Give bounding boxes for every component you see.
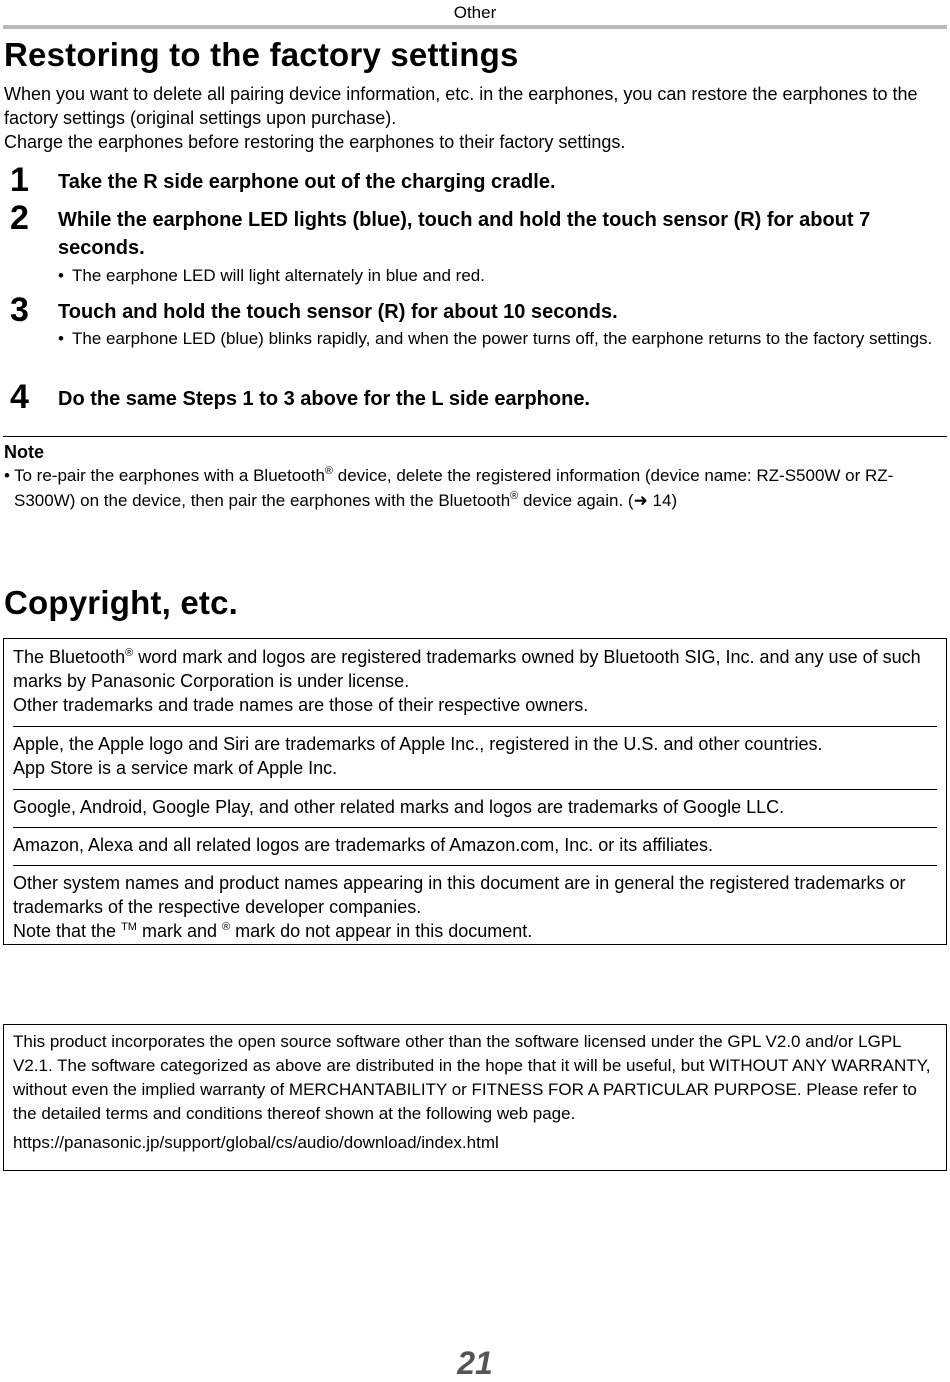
step-2-number: 2 [10, 199, 29, 237]
note-text-2: device, delete the registered information (device name: RZ-S500W or RZ-S300W) on the device, then pair the earphones with the Bluetooth [14, 466, 894, 510]
restore-intro-1: When you want to delete all pairing device information, etc. in the earphones, you can restore the earphones to the factory settings (original settings upon purchase). [4, 84, 918, 128]
amazon-trademark: Amazon, Alexa and all related logos are trademarks of Amazon.com, Inc. or its affiliates. [13, 835, 714, 855]
registered-mark: ® [324, 465, 334, 477]
note-text-3: device again. ( [518, 491, 634, 510]
bluetooth-text-2: word mark and logos are registered trademarks owned by Bluetooth SIG, Inc. and any use of such marks by Panasonic Corporation is under license. [13, 647, 921, 691]
bluetooth-text-1: The Bluetooth [13, 647, 126, 667]
note-heading: Note [4, 442, 44, 462]
step-3-bullet [58, 327, 938, 351]
apple-text-2: App Store is a service mark of Apple Inc. [13, 758, 338, 778]
step-2-text: While the earphone LED lights (blue), touch and hold the touch sensor (R) for about 7 seconds. [58, 209, 871, 259]
step-1-number: 1 [10, 161, 29, 199]
note-text-1: To re-pair the earphones with a Bluetooth [14, 466, 325, 485]
google-trademark: Google, Android, Google Play, and other related marks and logos are trademarks of Google LLC. [13, 797, 785, 817]
step-4-text: Do the same Steps 1 to 3 above for the L side earphone. [58, 388, 590, 410]
step-2-bullet [58, 264, 938, 288]
tm-note-c: mark do not appear in this document. [230, 921, 533, 941]
system-names-notice [4, 866, 946, 943]
tm-note-b: mark and [136, 921, 223, 941]
page-number: 21 [457, 1345, 493, 1381]
step-3-text: Touch and hold the touch sensor (R) for about 10 seconds. [58, 301, 618, 323]
bullet-dot: • [58, 329, 64, 348]
page-reference: 14) [647, 491, 678, 510]
other-trademarks: Other trademarks and trade names are those of their respective owners. [13, 695, 589, 715]
step-2-bullet-text: The earphone LED will light alternately in blue and red. [72, 266, 485, 285]
arrow-icon: ➜ [633, 491, 648, 510]
note-rule [3, 436, 947, 437]
restore-title: Restoring to the factory settings [4, 36, 519, 73]
copyright-title: Copyright, etc. [4, 584, 239, 621]
open-source-text: This product incorporates the open source software other than the software licensed under the GPL V2.0 and/or LGPL V2.1. The software categorized as above are distributed in the hope that it will be useful, but WITHOUT ANY WARRANTY, without even the implied warranty of MERCHANTABILITY or FITNESS FOR A PARTICULAR PURPOSE. Please refer to the detailed terms and conditions thereof shown at the following web page. [13, 1032, 931, 1123]
tm-note-a: Note that the [13, 921, 122, 941]
apple-trademark [4, 727, 946, 780]
step-4-number: 4 [10, 378, 29, 416]
step-3-number: 3 [10, 291, 29, 329]
step-1-text: Take the R side earphone out of the charging cradle. [58, 171, 556, 193]
system-names-text: Other system names and product names appearing in this document are in general the registered trademarks or trademarks of the respective developer companies. [13, 873, 906, 917]
note-body [4, 463, 944, 513]
restore-intro-2: Charge the earphones before restoring the earphones to their factory settings. [4, 132, 626, 152]
registered-mark: ® [125, 647, 134, 659]
section-label: Other [453, 3, 497, 22]
step-3-bullet-text: The earphone LED (blue) blinks rapidly, and when the power turns off, the earphone returns to the factory settings. [72, 329, 933, 348]
registered-mark: ® [222, 921, 231, 933]
bluetooth-trademark [4, 645, 946, 717]
apple-text-1: Apple, the Apple logo and Siri are trademarks of Apple Inc., registered in the U.S. and other countries. [13, 734, 823, 754]
tm-mark: TM [121, 921, 137, 933]
top-rule [3, 25, 947, 29]
trademarks-box [3, 638, 947, 945]
bullet-dot: • [4, 466, 10, 485]
registered-mark: ® [510, 490, 519, 502]
support-url: https://panasonic.jp/support/global/cs/audio/download/index.html [13, 1133, 499, 1152]
open-source-box [3, 1024, 947, 1171]
bullet-dot: • [58, 266, 64, 285]
